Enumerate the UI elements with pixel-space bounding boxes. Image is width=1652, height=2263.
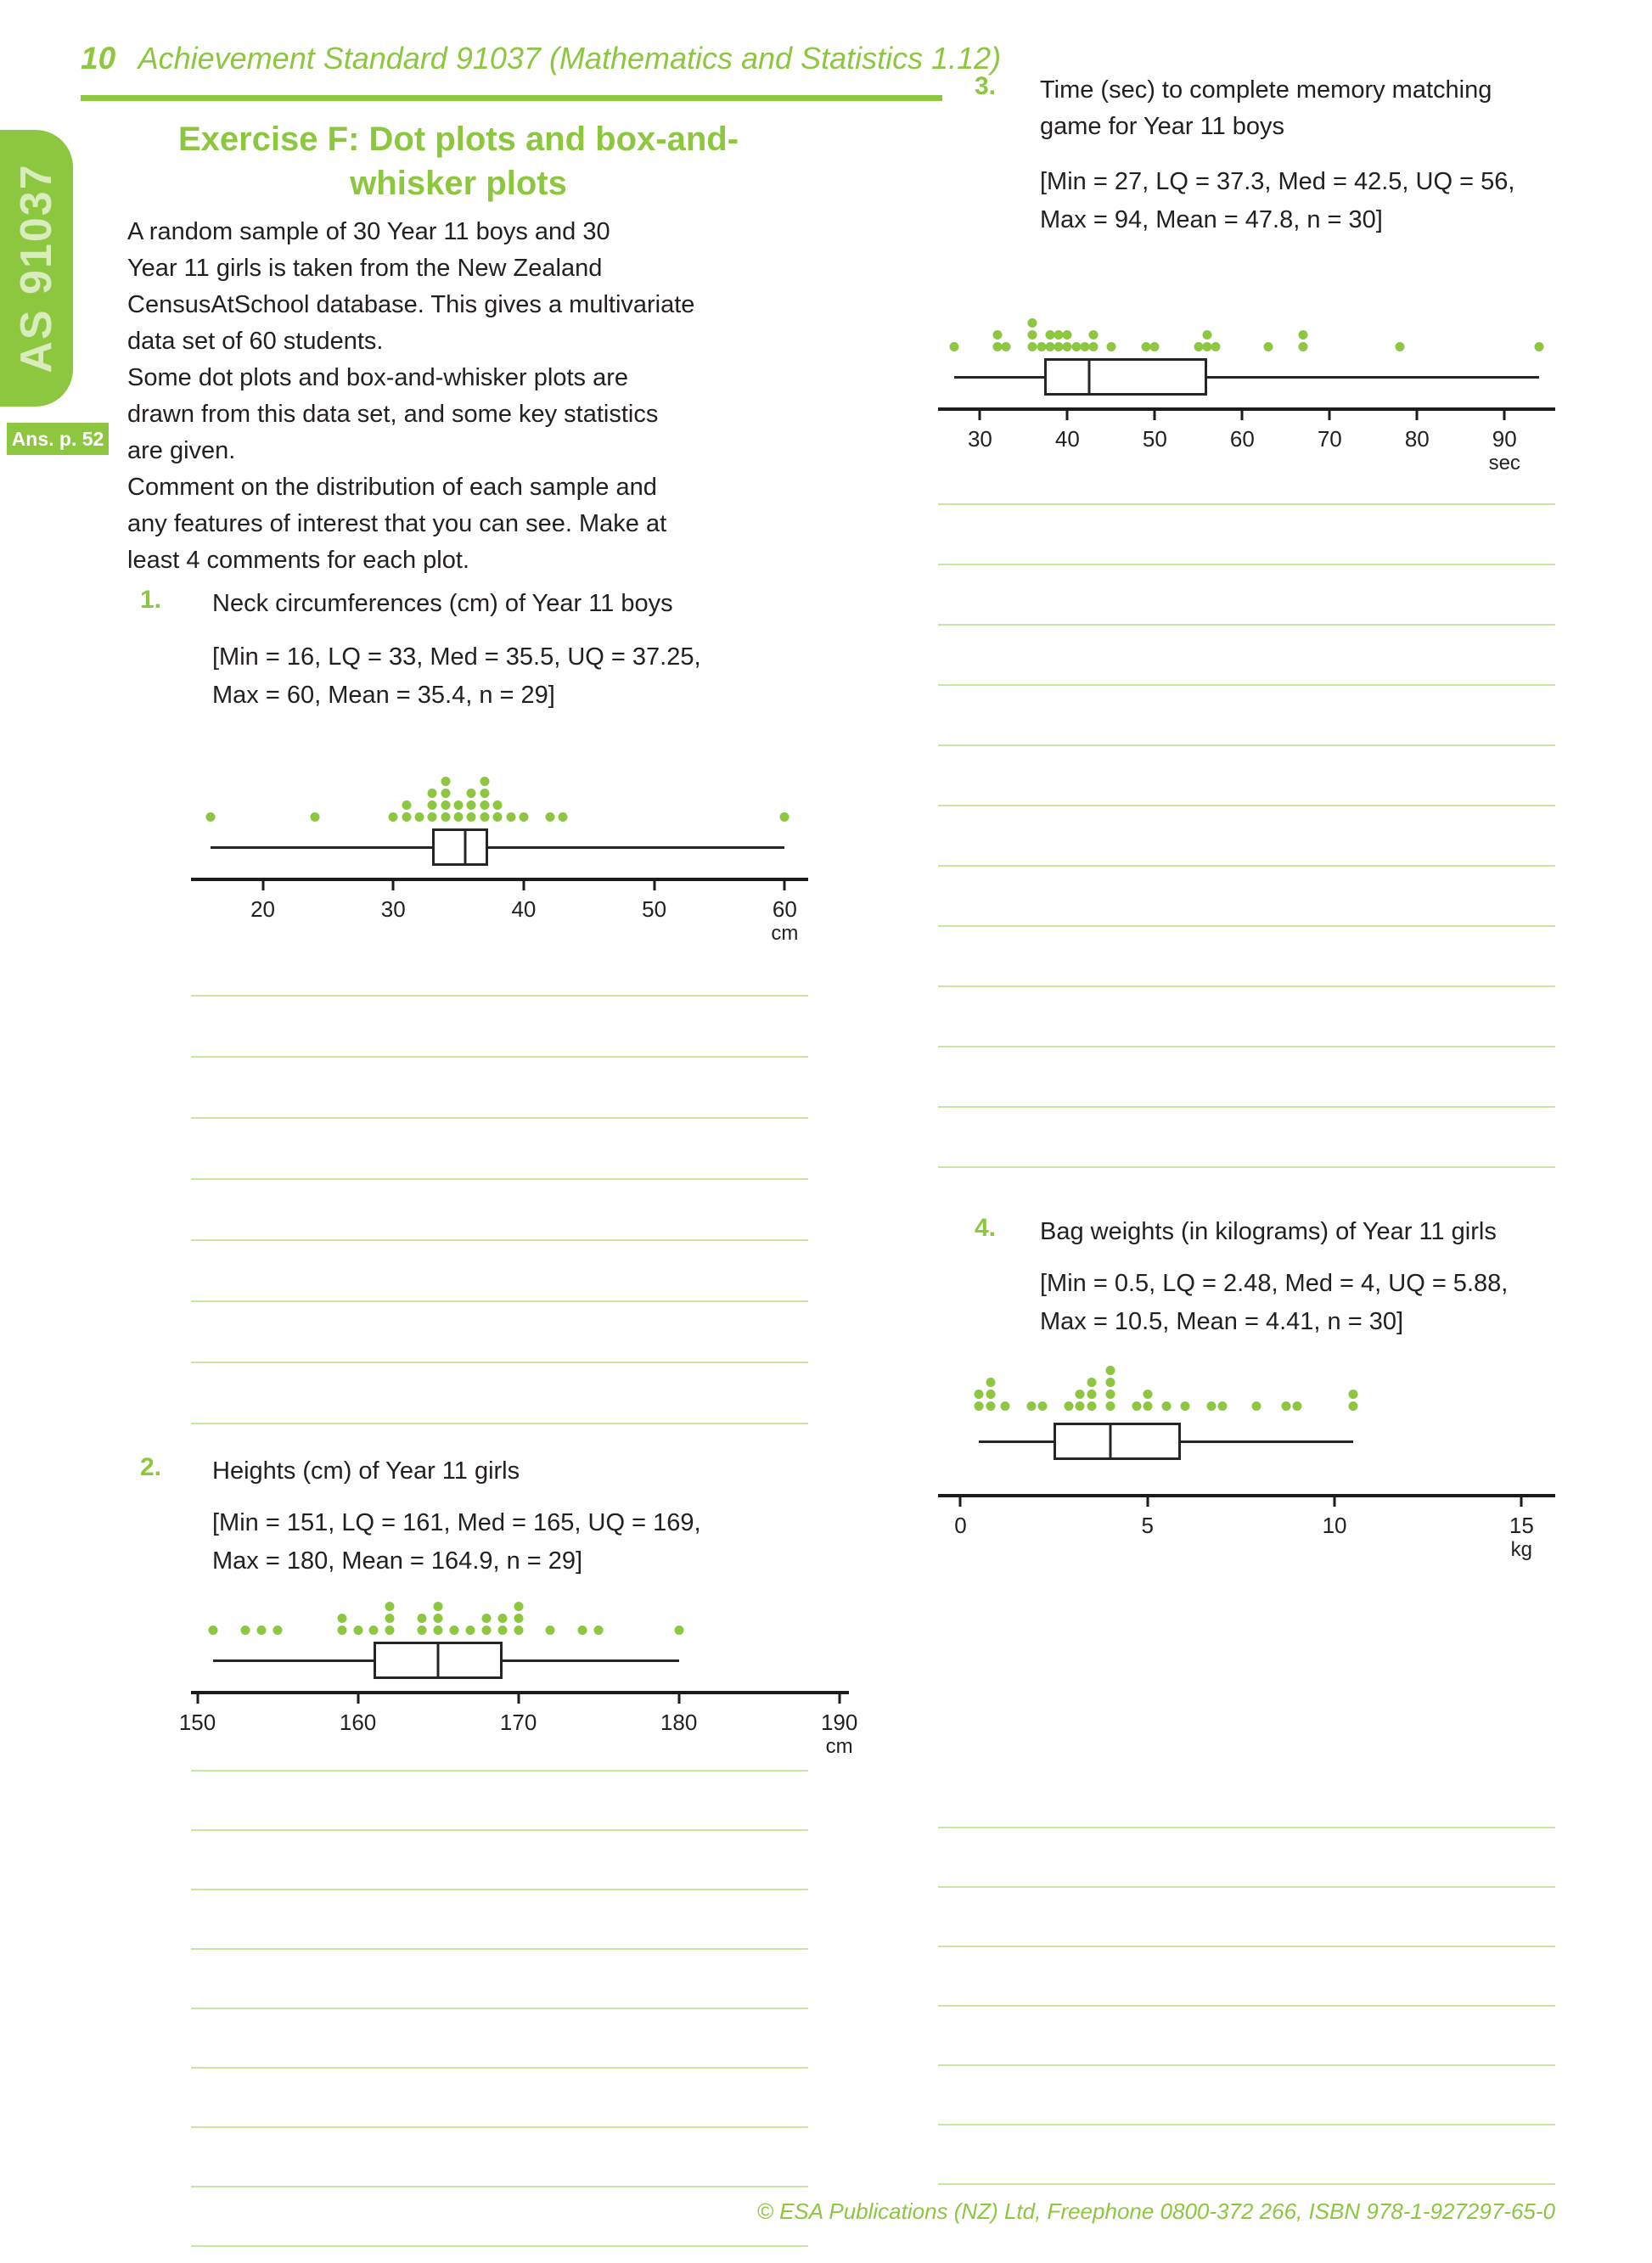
answer-line bbox=[938, 925, 1555, 927]
data-dot bbox=[467, 812, 476, 822]
data-dot bbox=[1106, 342, 1115, 351]
data-dot bbox=[674, 1626, 683, 1635]
data-dot bbox=[1299, 330, 1308, 340]
answer-line bbox=[938, 1886, 1555, 1888]
axis-tick bbox=[1329, 411, 1331, 420]
dot-plot bbox=[191, 762, 808, 822]
iqr-box bbox=[432, 828, 487, 866]
axis-tick bbox=[1066, 411, 1069, 420]
data-dot bbox=[414, 812, 424, 822]
answer-line bbox=[191, 2008, 808, 2009]
box-plot bbox=[938, 1423, 1555, 1460]
axis-unit-label: sec bbox=[1488, 452, 1520, 474]
data-dot bbox=[481, 1614, 491, 1623]
data-dot bbox=[1292, 1401, 1301, 1411]
axis-line bbox=[191, 1691, 849, 1694]
answer-line bbox=[191, 2186, 808, 2187]
answer-line bbox=[938, 1946, 1555, 1947]
data-dot bbox=[514, 1614, 523, 1623]
answers-page-badge bbox=[7, 423, 109, 455]
answer-line bbox=[938, 1166, 1555, 1168]
answer-line bbox=[938, 564, 1555, 565]
axis-tick-label: 40 bbox=[1054, 426, 1080, 452]
data-dot bbox=[545, 812, 554, 822]
data-dot bbox=[986, 1390, 995, 1399]
answer-line bbox=[938, 2005, 1555, 2007]
answer-line bbox=[191, 995, 808, 997]
data-dot bbox=[993, 330, 1003, 340]
data-dot bbox=[1203, 330, 1212, 340]
data-dot bbox=[1211, 342, 1221, 351]
page-number: 10 bbox=[81, 41, 116, 76]
axis-tick bbox=[196, 1694, 199, 1704]
intro-paragraph bbox=[127, 214, 694, 579]
data-dot bbox=[428, 812, 437, 822]
intro-line: Year 11 girls is taken from the New Zealand bbox=[127, 255, 603, 282]
data-dot bbox=[514, 1626, 523, 1635]
answer-lines-left-mid bbox=[191, 995, 808, 1487]
data-dot bbox=[428, 800, 437, 810]
axis-tick-label: 30 bbox=[380, 896, 406, 922]
data-dot bbox=[1065, 1401, 1074, 1411]
intro-line: Comment on the distribution of each sample and bbox=[127, 474, 657, 501]
axis-tick bbox=[1520, 1497, 1523, 1507]
data-dot bbox=[402, 812, 411, 822]
data-dot bbox=[311, 812, 320, 822]
data-dot bbox=[454, 800, 464, 810]
data-dot bbox=[480, 777, 489, 786]
data-dot bbox=[1001, 1401, 1010, 1411]
axis-tick-label: 0 bbox=[954, 1513, 967, 1538]
data-dot bbox=[949, 342, 958, 351]
stats-line: [Min = 16, LQ = 33, Med = 35.5, UQ = 37.25, bbox=[212, 643, 701, 671]
data-dot bbox=[975, 1401, 984, 1411]
question-title-line: Bag weights (in kilograms) of Year 11 girls bbox=[1040, 1218, 1497, 1245]
data-dot bbox=[481, 1626, 491, 1635]
intro-line: drawn from this data set, and some key statistics bbox=[127, 401, 659, 428]
data-dot bbox=[497, 1626, 507, 1635]
bag-weights-dot-box-plot bbox=[938, 1351, 1555, 1565]
axis-unit-label: cm bbox=[771, 922, 799, 945]
axis-unit-label: kg bbox=[1510, 1538, 1533, 1561]
data-dot bbox=[1206, 1401, 1216, 1411]
axis-line bbox=[938, 1494, 1555, 1497]
answer-lines-right-top bbox=[938, 503, 1555, 1168]
dot-plot bbox=[938, 1351, 1555, 1411]
axis-tick-label: 150 bbox=[178, 1710, 216, 1735]
axis-line bbox=[938, 407, 1555, 411]
axis-tick bbox=[784, 881, 786, 890]
axis-tick bbox=[959, 1497, 962, 1507]
answer-line bbox=[938, 2183, 1555, 2185]
data-dot bbox=[434, 1602, 443, 1611]
data-dot bbox=[241, 1626, 250, 1635]
intro-line: any features of interest that you can see. Make at bbox=[127, 510, 667, 537]
data-dot bbox=[1264, 342, 1273, 351]
data-dot bbox=[578, 1626, 587, 1635]
answer-line bbox=[191, 1948, 808, 1950]
data-dot bbox=[1349, 1390, 1358, 1399]
axis bbox=[938, 407, 1555, 479]
answer-line bbox=[938, 865, 1555, 867]
data-dot bbox=[209, 1626, 218, 1635]
data-dot bbox=[1299, 342, 1308, 351]
data-dot bbox=[402, 800, 411, 810]
page-header bbox=[81, 41, 1001, 76]
data-dot bbox=[1180, 1401, 1189, 1411]
answer-line bbox=[938, 744, 1555, 746]
answer-line bbox=[938, 2124, 1555, 2125]
axis-tick bbox=[261, 881, 264, 890]
axis-tick-label: 80 bbox=[1404, 426, 1430, 452]
data-dot bbox=[480, 812, 489, 822]
data-dot bbox=[1143, 1401, 1152, 1411]
stats-line: [Min = 0.5, LQ = 2.48, Med = 4, UQ = 5.88, bbox=[1040, 1270, 1509, 1297]
whisker-line bbox=[211, 846, 784, 849]
answer-line bbox=[938, 624, 1555, 626]
standard-side-tab bbox=[0, 130, 73, 407]
question-4-title bbox=[1040, 1214, 1497, 1250]
question-2-number: 2. bbox=[140, 1453, 162, 1481]
axis-tick-label: 50 bbox=[1142, 426, 1167, 452]
answer-lines-left-bottom bbox=[191, 1770, 808, 2247]
data-dot bbox=[1251, 1401, 1261, 1411]
data-dot bbox=[493, 812, 503, 822]
answer-line bbox=[938, 986, 1555, 987]
question-2-stats bbox=[212, 1504, 701, 1581]
axis-tick bbox=[522, 881, 525, 890]
stats-line: Max = 94, Mean = 47.8, n = 30] bbox=[1040, 206, 1383, 233]
axis-tick-label: 180 bbox=[660, 1710, 698, 1735]
intro-line: are given. bbox=[127, 437, 236, 464]
axis-tick-label: 40 bbox=[511, 896, 537, 922]
axis-tick bbox=[677, 1694, 680, 1704]
answer-line bbox=[191, 1056, 808, 1058]
data-dot bbox=[1038, 1401, 1048, 1411]
axis-tick bbox=[1154, 411, 1156, 420]
data-dot bbox=[1281, 1401, 1290, 1411]
data-dot bbox=[1217, 1401, 1227, 1411]
data-dot bbox=[467, 789, 476, 798]
axis-tick-label: 190 bbox=[820, 1710, 858, 1735]
axis-tick bbox=[1146, 1497, 1149, 1507]
axis-tick bbox=[1416, 411, 1419, 420]
data-dot bbox=[337, 1614, 346, 1623]
answer-line bbox=[191, 1239, 808, 1241]
axis-tick-label: 170 bbox=[499, 1710, 537, 1735]
answers-page-badge-label: Ans. p. 52 bbox=[11, 427, 104, 450]
data-dot bbox=[1143, 1390, 1152, 1399]
data-dot bbox=[418, 1614, 427, 1623]
answer-line bbox=[191, 1300, 808, 1302]
data-dot bbox=[986, 1401, 995, 1411]
header-title: Achievement Standard 91037 (Mathematics and Statistics 1.12) bbox=[138, 41, 1002, 76]
data-dot bbox=[1089, 330, 1099, 340]
data-dot bbox=[1027, 1401, 1037, 1411]
answer-line bbox=[191, 2126, 808, 2128]
data-dot bbox=[1105, 1401, 1115, 1411]
axis-tick-label: 5 bbox=[1141, 1513, 1154, 1538]
axis-tick bbox=[517, 1694, 520, 1704]
standard-side-tab-label: AS 91037 bbox=[12, 163, 61, 373]
axis-tick bbox=[653, 881, 655, 890]
answer-lines-right-bottom bbox=[938, 1827, 1555, 2244]
question-3-title bbox=[1040, 72, 1492, 145]
data-dot bbox=[1087, 1390, 1096, 1399]
data-dot bbox=[441, 789, 450, 798]
data-dot bbox=[441, 777, 450, 786]
exercise-title-line2: whisker plots bbox=[350, 165, 567, 202]
question-1-number: 1. bbox=[140, 586, 162, 614]
answer-line bbox=[191, 2245, 808, 2247]
question-4-stats bbox=[1040, 1265, 1508, 1341]
data-dot bbox=[1076, 1401, 1085, 1411]
intro-line: Some dot plots and box-and-whisker plots are bbox=[127, 364, 628, 391]
axis-tick-label: 90 bbox=[1492, 426, 1517, 452]
axis-tick-label: 50 bbox=[642, 896, 667, 922]
data-dot bbox=[1349, 1401, 1358, 1411]
answer-line bbox=[938, 2064, 1555, 2066]
data-dot bbox=[1087, 1401, 1096, 1411]
axis bbox=[191, 878, 808, 949]
box-plot bbox=[938, 358, 1555, 396]
axis-tick bbox=[838, 1694, 840, 1704]
neck-dot-box-plot bbox=[191, 762, 808, 949]
page-footer: © ESA Publications (NZ) Ltd, Freephone 0800-372 266, ISBN 978-1-927297-65-0 bbox=[756, 2198, 1555, 2224]
axis-tick-label: 160 bbox=[339, 1710, 377, 1735]
question-1-stats bbox=[212, 638, 701, 715]
data-dot bbox=[975, 1390, 984, 1399]
whisker-line bbox=[954, 376, 1540, 379]
exercise-title-line1: Exercise F: Dot plots and box-and- bbox=[177, 121, 739, 158]
data-dot bbox=[493, 800, 503, 810]
data-dot bbox=[1105, 1390, 1115, 1399]
axis bbox=[938, 1494, 1555, 1565]
question-title-line: Neck circumferences (cm) of Year 11 boys bbox=[212, 590, 673, 617]
data-dot bbox=[480, 800, 489, 810]
data-dot bbox=[257, 1626, 267, 1635]
data-dot bbox=[1028, 330, 1037, 340]
question-title-line: game for Year 11 boys bbox=[1040, 113, 1285, 140]
answer-line bbox=[191, 1423, 808, 1424]
answer-line bbox=[938, 1046, 1555, 1047]
stats-line: [Min = 27, LQ = 37.3, Med = 42.5, UQ = 56, bbox=[1040, 168, 1515, 195]
data-dot bbox=[1132, 1401, 1141, 1411]
answer-line bbox=[191, 2067, 808, 2069]
box-plot bbox=[191, 828, 808, 866]
answer-line bbox=[191, 1829, 808, 1831]
median-line bbox=[437, 1642, 440, 1679]
exercise-title bbox=[127, 117, 789, 205]
axis-tick-label: 15 bbox=[1509, 1513, 1534, 1538]
answer-line bbox=[191, 1178, 808, 1180]
data-dot bbox=[454, 812, 464, 822]
data-dot bbox=[1150, 342, 1160, 351]
data-dot bbox=[480, 789, 489, 798]
question-4-number: 4. bbox=[975, 1214, 997, 1242]
axis-tick-label: 70 bbox=[1317, 426, 1342, 452]
data-dot bbox=[594, 1626, 604, 1635]
data-dot bbox=[337, 1626, 346, 1635]
answer-line bbox=[191, 1362, 808, 1363]
data-dot bbox=[450, 1626, 459, 1635]
axis-tick-label: 10 bbox=[1322, 1513, 1347, 1538]
question-title-line: Time (sec) to complete memory matching bbox=[1040, 76, 1492, 104]
question-3-number: 3. bbox=[975, 72, 997, 100]
data-dot bbox=[497, 1614, 507, 1623]
dot-plot bbox=[938, 292, 1555, 351]
answer-line bbox=[191, 1889, 808, 1890]
data-dot bbox=[1028, 318, 1037, 328]
axis-tick-label: 30 bbox=[967, 426, 992, 452]
data-dot bbox=[519, 812, 528, 822]
axis bbox=[178, 1691, 858, 1762]
answer-line bbox=[938, 1106, 1555, 1108]
time-dot-box-plot bbox=[938, 292, 1555, 479]
data-dot bbox=[353, 1626, 362, 1635]
data-dot bbox=[506, 812, 515, 822]
answer-line bbox=[938, 503, 1555, 505]
stats-line: Max = 180, Mean = 164.9, n = 29] bbox=[212, 1547, 583, 1575]
header-rule bbox=[81, 95, 942, 101]
box-plot bbox=[191, 1642, 849, 1679]
data-dot bbox=[1087, 1378, 1096, 1387]
data-dot bbox=[434, 1614, 443, 1623]
dot-plot bbox=[191, 1575, 849, 1635]
median-line bbox=[1109, 1423, 1111, 1460]
data-dot bbox=[385, 1602, 395, 1611]
median-line bbox=[1088, 358, 1091, 396]
data-dot bbox=[465, 1626, 475, 1635]
axis-tick bbox=[1334, 1497, 1336, 1507]
data-dot bbox=[1076, 1390, 1085, 1399]
data-dot bbox=[418, 1626, 427, 1635]
data-dot bbox=[273, 1626, 283, 1635]
intro-line: A random sample of 30 Year 11 boys and 30 bbox=[127, 218, 610, 245]
data-dot bbox=[559, 812, 568, 822]
data-dot bbox=[1161, 1401, 1171, 1411]
intro-line: data set of 60 students. bbox=[127, 328, 384, 355]
stats-line: [Min = 151, LQ = 161, Med = 165, UQ = 169, bbox=[212, 1509, 701, 1536]
data-dot bbox=[1089, 342, 1099, 351]
data-dot bbox=[1395, 342, 1404, 351]
data-dot bbox=[1002, 342, 1011, 351]
data-dot bbox=[369, 1626, 379, 1635]
data-dot bbox=[385, 1614, 395, 1623]
data-dot bbox=[986, 1378, 995, 1387]
axis-tick bbox=[392, 881, 395, 890]
axis-tick bbox=[979, 411, 981, 420]
iqr-box bbox=[1054, 1423, 1181, 1460]
answer-line bbox=[938, 684, 1555, 686]
axis-line bbox=[191, 878, 808, 881]
axis-tick bbox=[357, 1694, 359, 1704]
stats-line: Max = 60, Mean = 35.4, n = 29] bbox=[212, 682, 555, 709]
data-dot bbox=[1105, 1366, 1115, 1375]
question-2-title bbox=[212, 1453, 520, 1490]
axis-tick-label: 20 bbox=[250, 896, 275, 922]
data-dot bbox=[1105, 1378, 1115, 1387]
question-1-title bbox=[212, 586, 673, 622]
data-dot bbox=[514, 1602, 523, 1611]
intro-line: CensusAtSchool database. This gives a multivariate bbox=[127, 291, 695, 318]
median-line bbox=[464, 828, 466, 866]
data-dot bbox=[389, 812, 398, 822]
answer-line bbox=[191, 1770, 808, 1772]
data-dot bbox=[428, 789, 437, 798]
data-dot bbox=[434, 1626, 443, 1635]
data-dot bbox=[206, 812, 216, 822]
question-3-stats bbox=[1040, 163, 1514, 239]
heights-dot-box-plot bbox=[178, 1575, 858, 1762]
iqr-box bbox=[1044, 358, 1208, 396]
data-dot bbox=[441, 812, 450, 822]
axis-tick bbox=[1241, 411, 1244, 420]
axis-tick-label: 60 bbox=[772, 896, 797, 922]
data-dot bbox=[467, 800, 476, 810]
stats-line: Max = 10.5, Mean = 4.41, n = 30] bbox=[1040, 1308, 1404, 1335]
data-dot bbox=[1063, 330, 1072, 340]
answer-line bbox=[938, 1827, 1555, 1828]
answer-line bbox=[938, 805, 1555, 806]
data-dot bbox=[1535, 342, 1544, 351]
data-dot bbox=[441, 800, 450, 810]
question-title-line: Heights (cm) of Year 11 girls bbox=[212, 1457, 520, 1485]
data-dot bbox=[780, 812, 789, 822]
axis-unit-label: cm bbox=[825, 1735, 853, 1758]
axis-tick bbox=[1503, 411, 1506, 420]
intro-line: least 4 comments for each plot. bbox=[127, 547, 469, 574]
axis-tick-label: 60 bbox=[1229, 426, 1255, 452]
data-dot bbox=[385, 1626, 395, 1635]
answer-line bbox=[191, 1117, 808, 1119]
data-dot bbox=[546, 1626, 555, 1635]
